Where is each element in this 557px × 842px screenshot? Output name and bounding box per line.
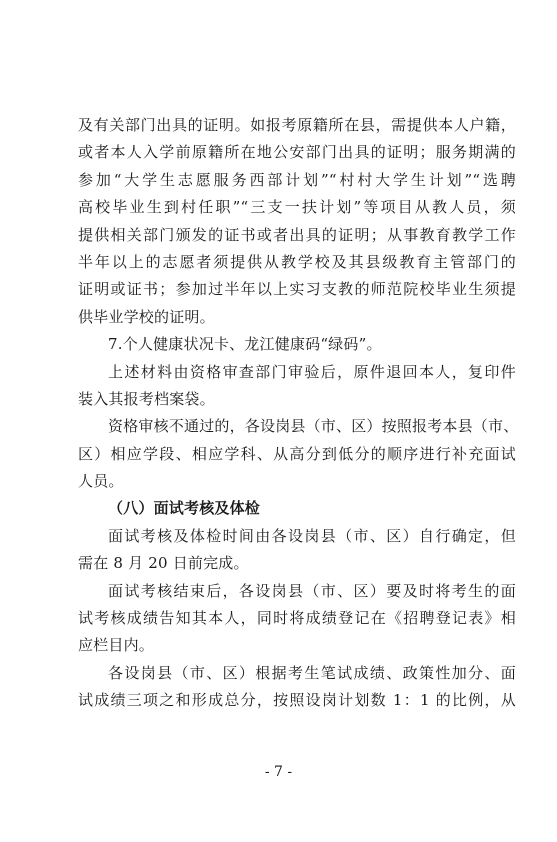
text-line: 供毕业学校的证明。	[78, 307, 215, 326]
text-line: 资格审核不通过的，各设岗县（市、区）按照报考本县（市、	[108, 417, 519, 436]
text-line: 试考核成绩告知其本人，同时将成绩登记在《招聘登记表》相	[78, 609, 516, 628]
text-line: 7.个人健康状况卡、龙江健康码“绿码”。	[108, 335, 382, 354]
text-line: 上述材料由资格审查部门审验后，原件退回本人，复印件	[108, 362, 516, 381]
text-line: 高校毕业生到村任职”“三支一扶计划”等项目从教人员，须	[78, 198, 516, 217]
text-line: 或者本人入学前原籍所在地公安部门出具的证明；服务期满的	[78, 143, 516, 162]
text-line: 需在 8 月 20 日前完成。	[78, 554, 249, 573]
text-line: 面试考核及体检时间由各设岗县（市、区）自行确定，但	[108, 526, 516, 545]
text-line: 装入其报考档案袋。	[78, 389, 215, 408]
text-line: 参加“大学生志愿服务西部计划”“村村大学生计划”“选聘	[78, 170, 516, 189]
body-text	[78, 112, 519, 715]
text-line: 面试考核结束后，各设岗县（市、区）要及时将考生的面	[108, 581, 516, 600]
text-line: 试成绩三项之和形成总分，按照设岗计划数 1：1 的比例，从	[78, 691, 516, 710]
text-line: 区）相应学段、相应学科、从高分到低分的顺序进行补充面试	[78, 444, 516, 463]
text-line: 人员。	[78, 472, 124, 491]
text-line: 应栏目内。	[78, 636, 155, 655]
text-line: 半年以上的志愿者须提供从教学校及其县级教育主管部门的	[78, 252, 516, 271]
section-heading: （八）面试考核及体检	[108, 499, 261, 518]
text-line: 提供相关部门颁发的证书或者出具的证明；从事教育教学工作	[78, 225, 516, 244]
text-line: 证明或证书；参加过半年以上实习支教的师范院校毕业生须提	[78, 280, 516, 299]
text-line: 各设岗县（市、区）根据考生笔试成绩、政策性加分、面	[108, 663, 516, 682]
page-number: - 7 -	[264, 764, 293, 780]
text-line: 及有关部门出具的证明。如报考原籍所在县，需提供本人户籍，	[78, 116, 516, 134]
